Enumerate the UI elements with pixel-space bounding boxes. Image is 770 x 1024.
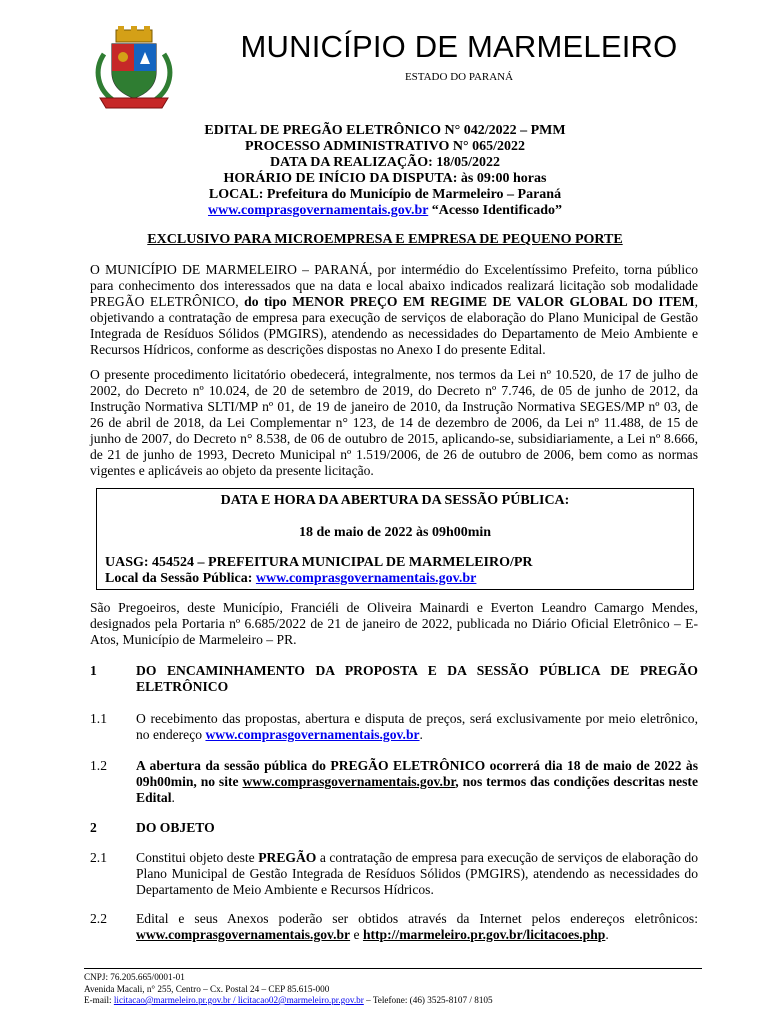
section-end: . [419, 727, 423, 742]
process-number: PROCESSO ADMINISTRATIVO N° 065/2022 [244, 139, 526, 154]
email-label: E-mail: [84, 995, 114, 1005]
section-period: . [171, 790, 175, 805]
section-number: 2.2 [90, 911, 107, 926]
uasg-line: UASG: 454524 – PREFEITURA MUNICIPAL DE MARMELEIRO/PR [105, 555, 533, 570]
footer-contact [84, 995, 704, 1007]
pregoeiros-paragraph: São Pregoeiros, deste Município, Franciéli de Oliveira Mainardi e Everton Leandro Camargo Mendes, designados pela Portaria nº 6.685/2022 de 21 de janeiro de 2022, publicada no Diário Oficial Eletrônico – E-Atos, Município de Marmeleiro – PR. [90, 600, 698, 647]
session-info-box [96, 488, 694, 590]
footer-phone: – Telefone: (46) 3525-8107 / 8105 [363, 995, 493, 1005]
email-link-1[interactable]: licitacao@marmeleiro.pr.gov.br [113, 995, 231, 1005]
section-number: 1.1 [90, 711, 107, 726]
section-body-start: Constitui objeto deste [136, 850, 259, 865]
footer-divider [84, 968, 702, 969]
edital-number: EDITAL DE PREGÃO ELETRÔNICO N° 042/2022 – PMM [204, 123, 566, 138]
access-line [60, 203, 710, 219]
section-text [136, 711, 698, 743]
section-text [136, 850, 698, 898]
section-number: 2 [90, 820, 97, 835]
section-number: 1 [90, 663, 97, 678]
compras-site-text: www.comprasgovernamentais.gov.br [242, 774, 456, 789]
section-title: DO ENCAMINHAMENTO DA PROPOSTA E DA SESSÃO PÚBLICA DE PREGÃO ELETRÔNICO [136, 663, 698, 694]
intro-text: O MUNICÍPIO DE MARMELEIRO – PARANÁ, por intermédio do Excelentíssimo Prefeito, torna público para conhecimento dos interessados que na data e local abaixo indicados realizará licitação sob modalidade PREGÃO ELETRÔNICO, [90, 262, 698, 309]
email-link-2[interactable]: licitacao02@marmeleiro.pr.gov.br [237, 995, 364, 1005]
section-number: 1.2 [90, 758, 107, 773]
municipal-coat-of-arms [90, 24, 178, 110]
exclusive-notice: EXCLUSIVO PARA MICROEMPRESA E EMPRESA DE PEQUENO PORTE [147, 232, 623, 247]
location: LOCAL: Prefeitura do Município de Marmeleiro – Paraná [208, 187, 562, 202]
compras-link[interactable]: www.comprasgovernamentais.gov.br [207, 203, 429, 218]
section-end: , nos termos das condições descritas neste Edital [136, 774, 698, 805]
dispute-start-time: HORÁRIO DE INÍCIO DA DISPUTA: às 09:00 horas [223, 171, 547, 186]
section-end: . [605, 927, 609, 942]
section-text [136, 911, 698, 943]
section-title: DO OBJETO [136, 820, 215, 835]
footer-address: Avenida Macali, n° 255, Centro – Cx. Postal 24 – CEP 85.615-000 [84, 983, 330, 994]
access-note: “Acesso Identificado” [428, 203, 562, 218]
legal-basis-paragraph: O presente procedimento licitatório obedecerá, integralmente, nos termos da Lei nº 10.520, de 17 de julho de 2002, do Decreto nº 10.024, de 20 de setembro de 2019, do Decreto nº 7.746, de 05 de junho de 2012, da Instrução Normativa SLTI/MP nº 01, de 19 de janeiro de 2010, da Instrução Normativa SEGES/MP nº 03, de 26 de abril de 2018, da Lei Complementar n° 123, de 14 de dezembro de 2006, da Lei nº 11.488, de 15 de junho de 2007, do Decreto n° 8.538, de 06 de outubro de 2015, aplicando-se, subsidiariamente, a Lei nº 8.666, de 21 de junho de 1993, Decreto Municipal nº 1.519/2006, de 26 de outubro de 2006, bem como as normas vigentes e aplicáveis ao objeto da presente licitação. [90, 367, 698, 478]
intro-bold-text: do tipo MENOR PREÇO EM REGIME DE VALOR GLOBAL DO ITEM [244, 294, 695, 309]
section-body: A abertura da sessão pública do PREGÃO ELETRÔNICO ocorrerá dia 18 de maio de 2022 às 09h00min, no site [136, 758, 698, 789]
email-separator: / [230, 995, 238, 1005]
section-text [136, 758, 698, 806]
section-body: O recebimento das propostas, abertura e disputa de preços, será exclusivamente por meio eletrônico, no endereço [136, 711, 698, 742]
session-heading: DATA E HORA DA ABERTURA DA SESSÃO PÚBLICA: [220, 493, 570, 508]
page-footer [84, 972, 704, 1007]
edital-header-block [60, 123, 710, 219]
session-location-link[interactable]: www.comprasgovernamentais.gov.br [255, 571, 477, 586]
session-location-line [105, 571, 476, 587]
compras-address[interactable]: www.comprasgovernamentais.gov.br [136, 927, 351, 942]
footer-cnpj: CNPJ: 76.205.665/0001-01 [84, 972, 185, 982]
compras-link[interactable]: www.comprasgovernamentais.gov.br [205, 727, 420, 742]
intro-text-end: , objetivando a contratação de empresa para execução de serviços de elaboração do Plano Municipal de Gestão Integrada de Resíduos Sólidos (PMGIRS), atendendo as necessidades do Departamento de Meio Ambiente e Recursos Hídricos, conforme as descrições dispostas no Anexo I do presente Edital. [90, 294, 698, 357]
realization-date: DATA DA REALIZAÇÃO: 18/05/2022 [269, 155, 501, 170]
intro-paragraph [90, 262, 698, 358]
page-subtitle: ESTADO DO PARANÁ [404, 71, 514, 83]
section-body: a contratação de empresa para execução de serviços de elaboração do Plano Municipal de Gestão Integrada de Resíduos Sólidos (PMGIRS), atendendo as necessidades do Departamento de Meio Ambiente e Recursos Hídricos. [136, 850, 698, 897]
section-bold-word: PREGÃO [258, 850, 317, 865]
section-body: Edital e seus Anexos poderão ser obtidos através da Internet pelos endereços eletrônicos: [136, 911, 698, 926]
section-number: 2.1 [90, 850, 107, 865]
section-connector: e [350, 927, 363, 942]
session-datetime: 18 de maio de 2022 às 09h00min [298, 525, 492, 540]
session-location-label: Local da Sessão Pública: [105, 571, 256, 586]
page-title: MUNICÍPIO DE MARMELEIRO [240, 29, 678, 64]
licitacoes-address[interactable]: http://marmeleiro.pr.gov.br/licitacoes.php [362, 927, 606, 942]
